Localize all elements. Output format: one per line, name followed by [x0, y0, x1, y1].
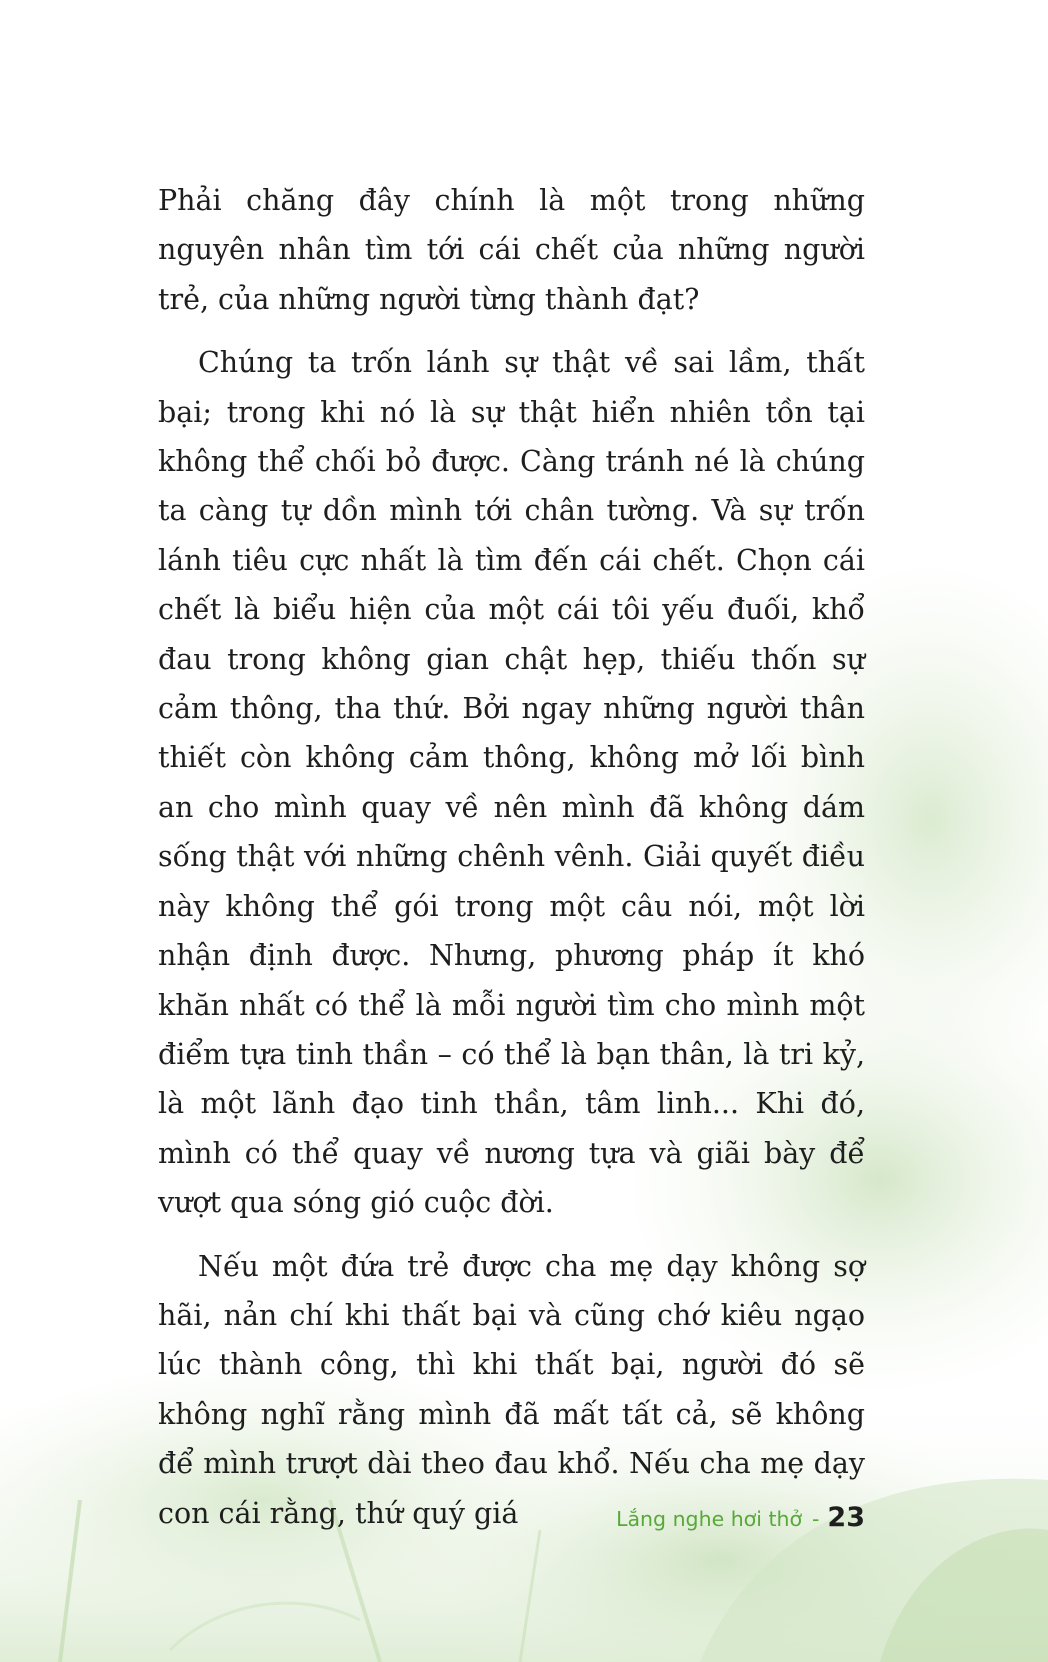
running-book-title: Lắng nghe hơi thở [616, 1507, 803, 1531]
paragraph-1: Phải chăng đây chính là một trong những nguyên nhân tìm tới cái chết của những người trẻ, của những người từng thành đạt? [158, 184, 865, 316]
footer-separator: - [812, 1507, 820, 1531]
page-body [158, 176, 865, 1538]
paragraph-3: Nếu một đứa trẻ được cha mẹ dạy không sợ hãi, nản chí khi thất bại và cũng chớ kiêu ngạo lúc thành công, thì khi thất bại, người đó sẽ không nghĩ rằng mình đã mất tất cả, sẽ không để mình trượt dài theo đau khổ. Nếu cha mẹ dạy con cái rằng, thứ quý giá [158, 1249, 865, 1530]
page-footer [616, 1502, 865, 1538]
paragraph-2: Chúng ta trốn lánh sự thật về sai lầm, thất bại; trong khi nó là sự thật hiển nhiên tồn tại không thể chối bỏ được. Càng tránh né là chúng ta càng tự dồn mình tới chân tường. Và sự trốn lánh tiêu cực nhất là tìm đến cái chết. Chọn cái chết là biểu hiện của một cái tôi yếu đuối, khổ đau trong không gian chật hẹp, thiếu thốn sự cảm thông, tha thứ. Bởi ngay những người thân thiết còn không cảm thông, không mở lối bình an cho mình quay về nên mình đã không dám sống thật với những chênh vênh. Giải quyết điều này không thể gói trong một câu nói, một lời nhận định được. Nhưng, phương pháp ít khó khăn nhất có thể là mỗi người tìm cho mình một điểm tựa tinh thần – có thể là bạn thân, là tri kỷ, là một lãnh đạo tinh thần, tâm linh... Khi đó, mình có thể quay về nương tựa và giãi bày để vượt qua sóng gió cuộc đời. [158, 346, 865, 1220]
page-number: 23 [827, 1502, 865, 1533]
